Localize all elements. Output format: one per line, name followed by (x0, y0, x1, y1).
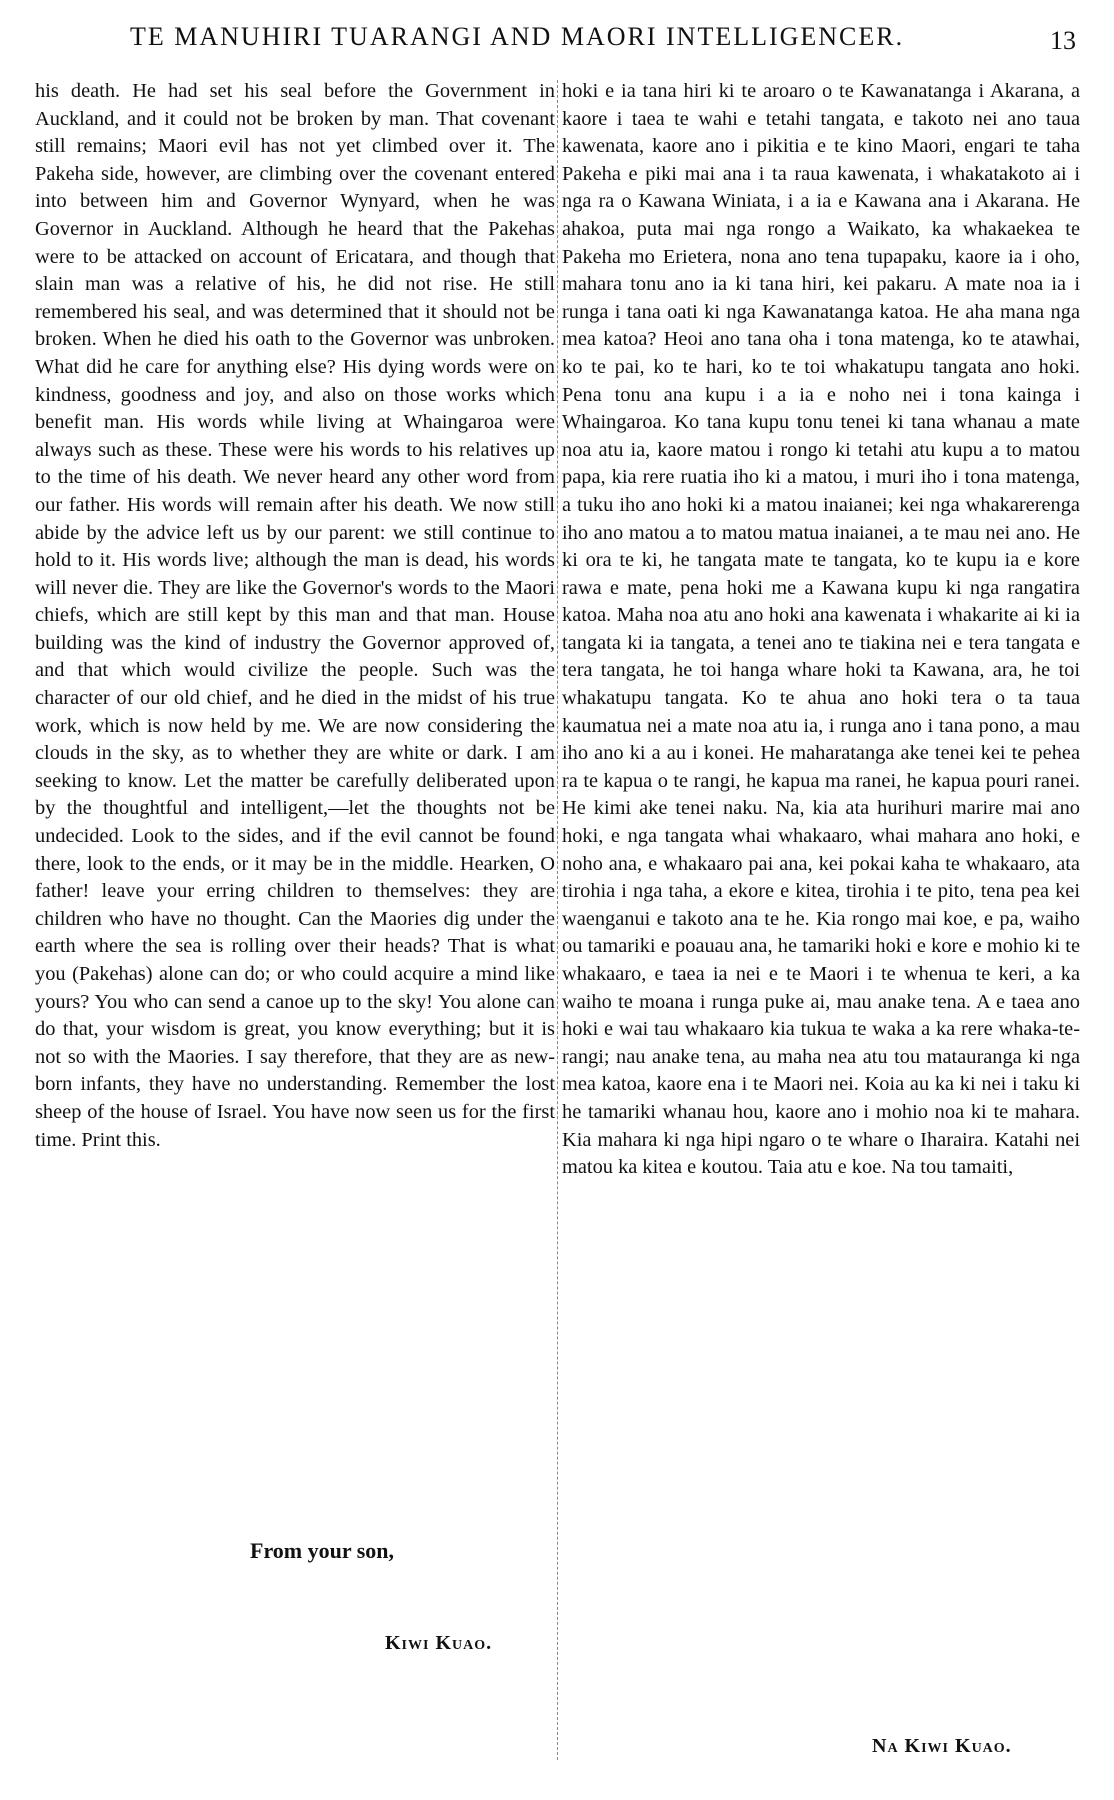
page-header (0, 22, 1114, 62)
page-number: 13 (1050, 26, 1076, 55)
maori-column (562, 78, 1080, 1182)
english-signature: Kiwi Kuao. (385, 1632, 493, 1654)
masthead-title: TE MANUHIRI TUARANGI AND MAORI INTELLIGENCER. (130, 22, 905, 51)
english-closing: From your son, (250, 1538, 395, 1563)
column-divider (557, 80, 559, 1760)
maori-letter-body: hoki e ia tana hiri ki te aroaro o te Kawanatanga i Akarana, a kaore i taea te wahi e tetahi tangata, e takoto nei ano taua kawenata, kaore ano i pikitia e te kino Maori, engari te taha Pakeha e piki mai ana i ta raua kawenata, i whakatakoto ai i nga ra o Kawana Winiata, i a ia e Kawana ana i Akarana. He ahakoa, puta mai nga rongo a Waikato, ka whakaekea te Pakeha mo Erietera, nona ano tena tupapaku, kaore ia i oho, mahara tonu ano ia ki tana hiri, kei pakaru. A mate noa ia i runga i tana oati ki nga Kawanatanga katoa. He aha mana nga mea katoa? Heoi ano tana oha i tona matenga, ko te atawhai, ko te pai, ko te hari, ko te toi whakatupu tangata ano hoki. Pena tonu ana kupu i a ia e noho nei i tona kainga i Whaingaroa. Ko tana kupu tonu tenei ki tana whanau a mate noa atu ia, kaore matou i rongo ki tetahi atu kupu a to matou papa, kia rere ruatia iho ki a matou, i muri iho i tona matenga, a tuku iho ano hoki ki a matou inaianei; kei nga whakarerenga iho ano matou a to matou matua inaianei, a te mau nei ano. He ki ora te ki, he tangata mate te tangata, ko te kupu ia e kore rawa e mate, pena hoki me a Kawana kupu ki nga rangatira katoa. Maha noa atu ano hoki ana kawenata i whakarite ai ki ia tangata ki ia tangata, a tenei ano te tiakina nei e tera tangata e tera tangata, he toi hanga whare hoki ta Kawana, ara, he toi whakatupu tangata. Ko te ahua ano hoki tera o ta taua kaumatua nei a mate noa atu ia, i runga ano i tana pono, a mau iho ano ki a au i konei. He maharatanga ake tenei kei te pehea ra te kapua o te rangi, he kapua ma ranei, he kapua pouri ranei. He kimi ake tenei naku. Na, kia ata hurihuri marire mai ano hoki, e nga tangata whai whakaaro, whai mahara ano hoki, e noho ana, e whakaaro pai ana, kei pokai kaha te whakaaro, ata tirohia i nga taha, a ekore e kitea, tirohia i te pito, tena pea kei waenganui e takoto ana te he. Kia rongo mai koe, e pa, waiho ou tamariki e poauau ana, he tamariki hoki e kore e mohio ki te whakaaro, e taea ia nei e te Maori i te whenua te keri, a ka waiho te moana i runga puke ai, mau anake tena. A e taea ano hoki e wai tau whakaaro kia tukua te waka a ka rere whaka-te-rangi; nau anake tena, au maha nea atu tou matauranga ki nga mea katoa, kaore ena i te Maori nei. Koia au ka ki nei i taku ki he tamariki whanau hou, kaore ano i mohio noa ki te mahara. Kia mahara ki nga hipi ngaro o te whare o Iharaira. Katahi nei matou ka kitea e koutou. Taia atu e koe. Na tou tamaiti, (562, 80, 1080, 1179)
maori-signature: Na Kiwi Kuao. (872, 1735, 1012, 1757)
english-column (35, 78, 555, 1154)
english-letter-body: his death. He had set his seal before the Government in Auckland, and it could not be broken by man. That covenant still remains; Maori evil has not yet climbed over it. The Pakeha side, however, are climbing over the covenant entered into between him and Governor Wynyard, when he was Governor in Auckland. Although he heard that the Pakehas were to be attacked on account of Ericatara, and though that slain man was a relative of his, he did not rise. He still remembered his seal, and was determined that it should not be broken. When he died his oath to the Governor was unbroken. What did he care for anything else? His dying words were on kindness, goodness and joy, and also on those works which benefit man. His words while living at Whaingaroa were always such as these. These were his words to his relatives up to the time of his death. We never heard any other word from our father. His words will remain after his death. We now still abide by the advice left us by our parent: we still continue to hold to it. His words live; although the man is dead, his words will never die. They are like the Governor's words to the Maori chiefs, which are still kept by this man and that man. House building was the kind of industry the Governor approved of, and that which would civilize the people. Such was the character of our old chief, and he died in the midst of his true work, which is now held by me. We are now considering the clouds in the sky, as to whether they are white or dark. I am seeking to know. Let the matter be carefully deliberated upon by the thoughtful and intelligent,—let the thoughts not be undecided. Look to the sides, and if the evil cannot be found there, look to the ends, or it may be in the middle. Hearken, O father! leave your erring children to themselves: they are children who have no thought. Can the Maories dig under the earth where the sea is rolling over their heads? That is what you (Pakehas) alone can do; or who could acquire a mind like yours? You who can send a canoe up to the sky! You alone can do that, your wisdom is great, you know everything; but it is not so with the Maories. I say therefore, that they are as new-born infants, they have no understanding. Remember the lost sheep of the house of Israel. You have now seen us for the first time. Print this. (35, 80, 555, 1151)
